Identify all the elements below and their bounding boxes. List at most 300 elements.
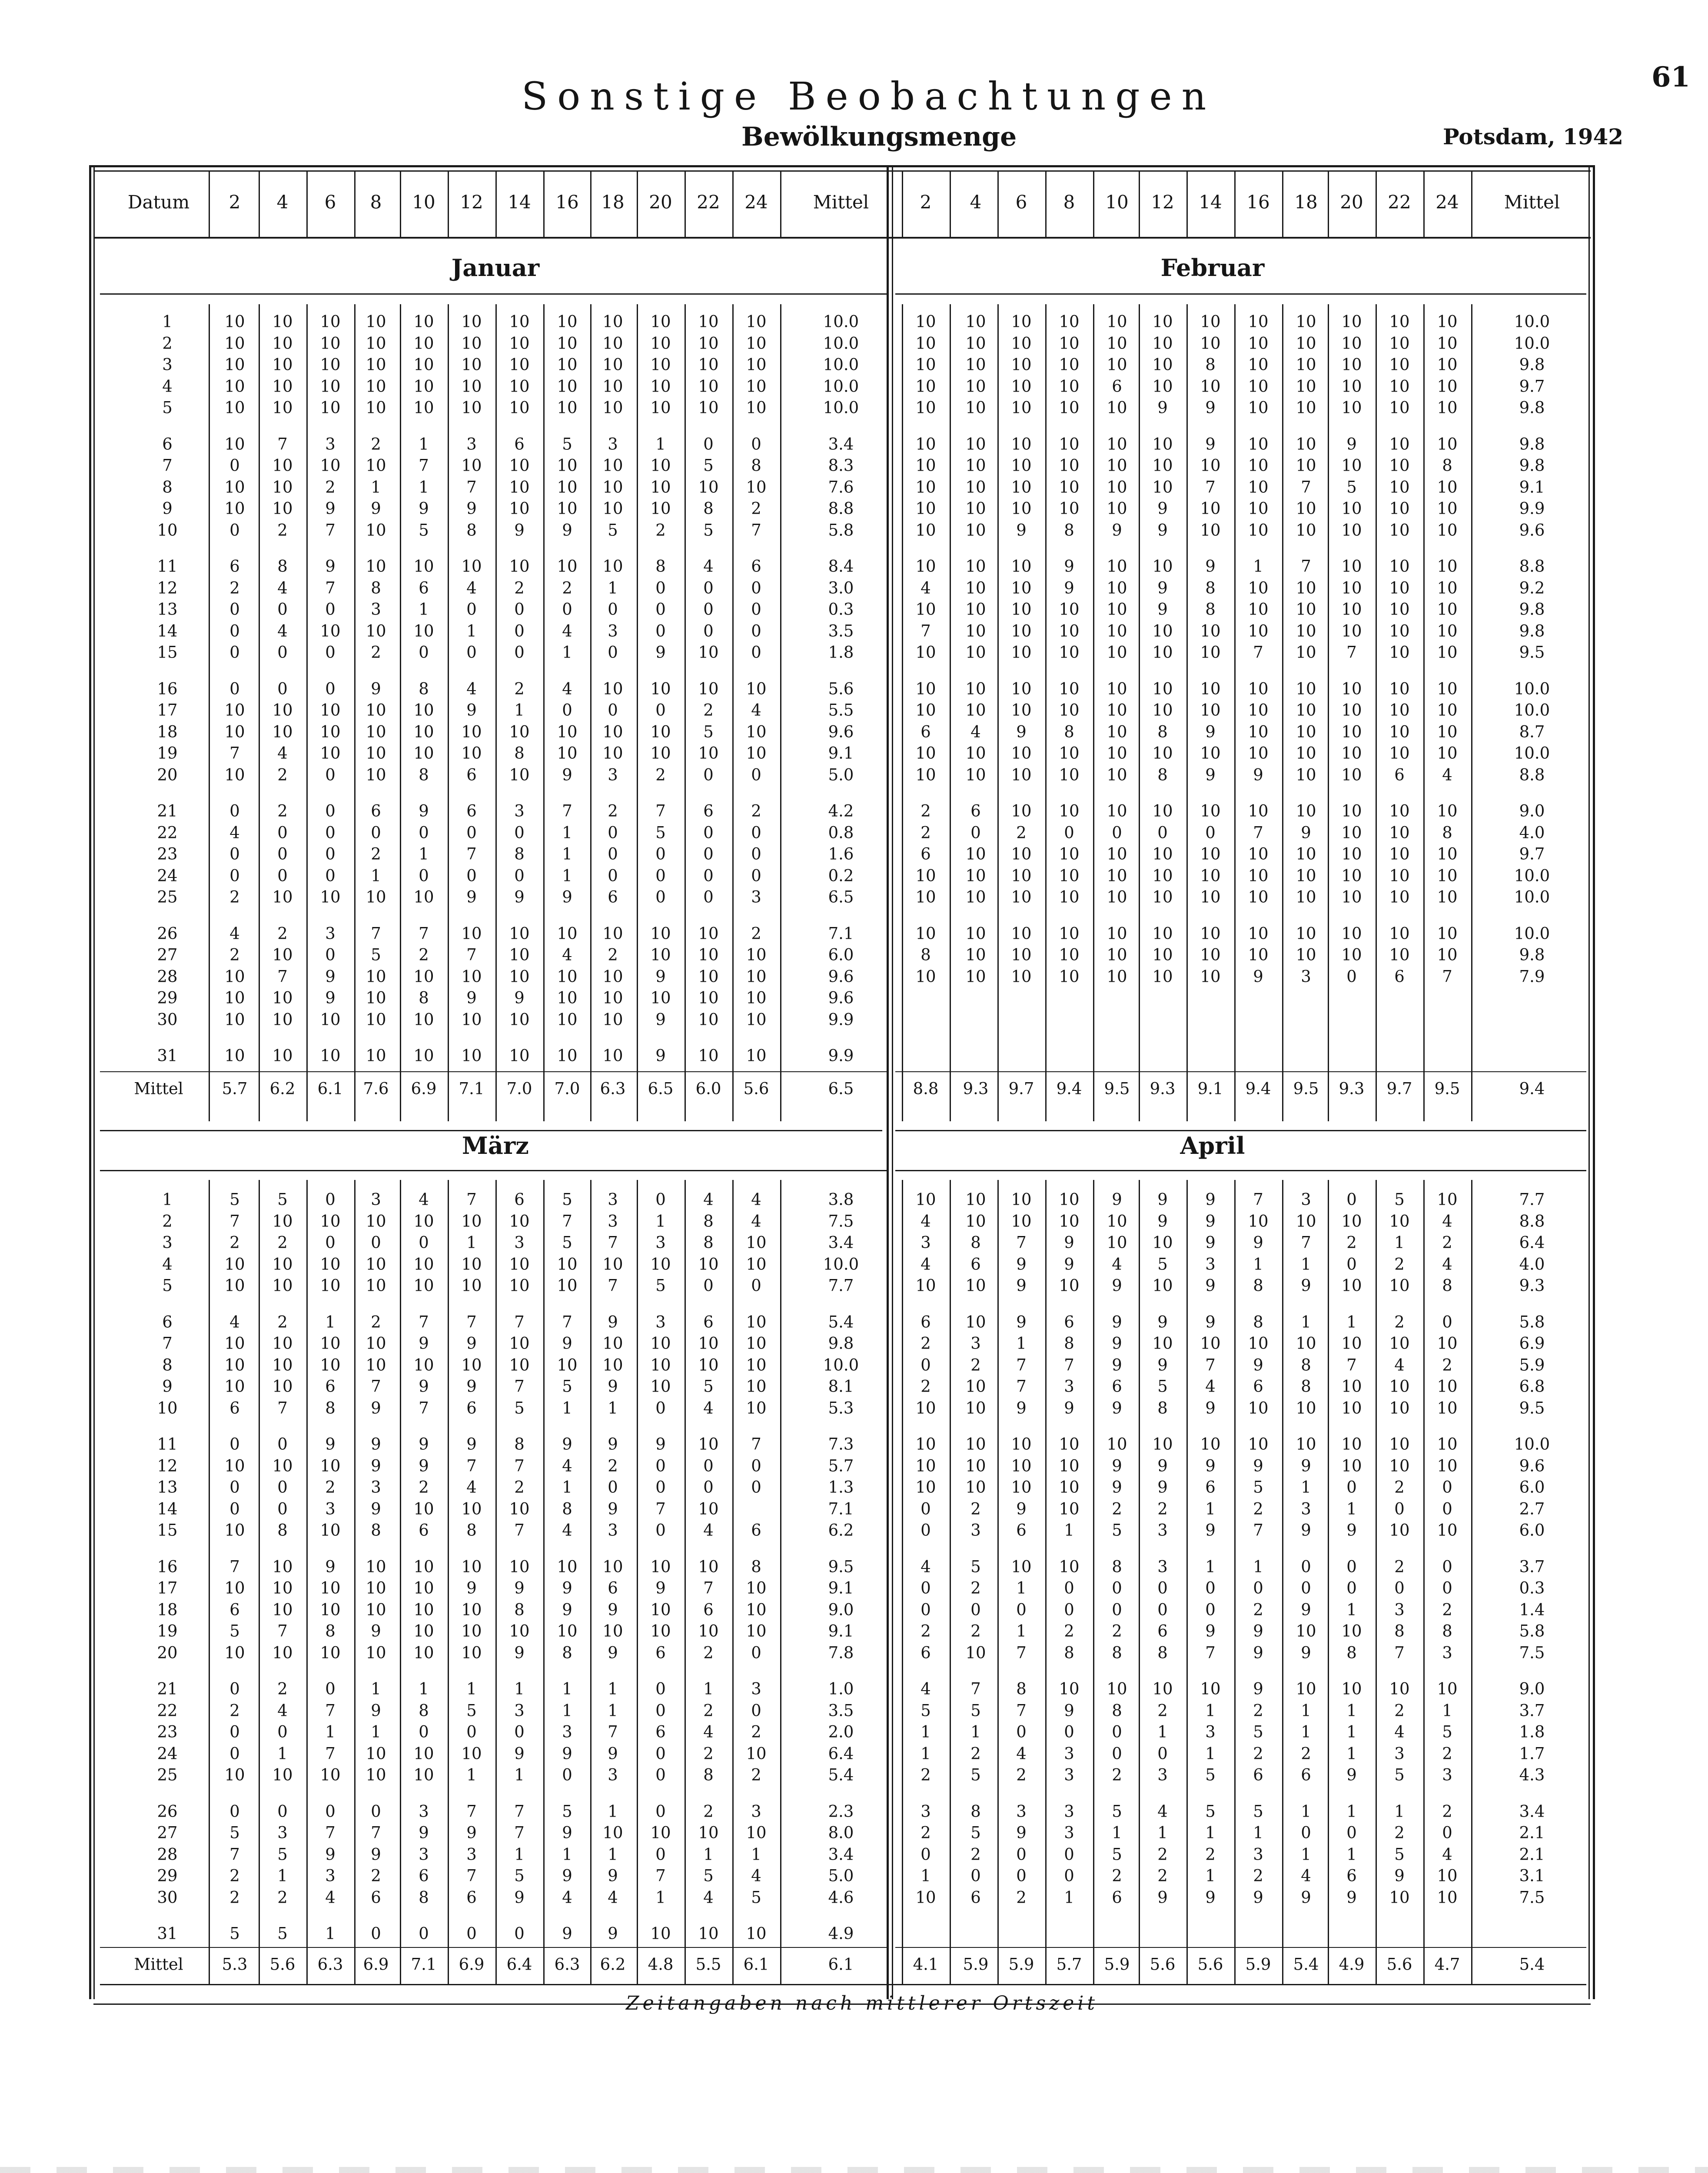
cloud-cover-cell: 10 [413,312,434,331]
cloud-cover-cell: 4 [751,1212,761,1230]
row-day-label: 11 [157,557,178,576]
cloud-cover-cell: 10 [224,701,245,720]
cloud-cover-cell: 10 [320,1578,341,1598]
cloud-cover-cell: 9 [419,1377,429,1396]
cloud-cover-cell: 4 [229,924,240,943]
cloud-cover-cell: 10 [1437,578,1458,597]
cloud-cover-cell: 0 [229,1744,240,1763]
cloud-cover-cell: 5 [514,1399,525,1417]
cloud-cover-cell: 10 [1152,924,1173,943]
cloud-cover-cell: 10 [1200,456,1221,475]
cloud-cover-cell: 10 [1200,866,1221,885]
cloud-cover-cell: 10 [1152,643,1173,662]
hourly-mean-cell: 6.2 [269,1079,296,1098]
cloud-cover-cell: 10 [1107,643,1127,662]
header-column-separator [259,172,260,237]
cloud-cover-cell: 10 [1107,621,1127,640]
cloud-cover-cell: 4 [277,621,288,640]
cloud-cover-cell: 10 [320,1600,341,1619]
row-day-label: 18 [157,722,178,741]
cloud-cover-cell: 10 [1389,679,1410,698]
cloud-cover-cell: 10 [272,1643,293,1662]
cloud-cover-cell: 10 [1341,1334,1362,1353]
cloud-cover-cell: 10 [965,435,986,453]
cloud-cover-cell: 10 [1152,744,1173,763]
cloud-cover-cell: 10 [915,499,936,518]
cloud-cover-cell: 10 [1389,1334,1410,1353]
row-day-label: 27 [157,1823,178,1842]
row-day-label: 10 [157,521,178,539]
cloud-cover-cell: 10 [1011,866,1032,885]
cloud-cover-cell: 10 [1437,499,1458,518]
cloud-cover-cell: 9 [1205,1888,1216,1907]
cloud-cover-cell: 9 [514,1888,525,1907]
header-column-separator [950,172,951,237]
cloud-cover-cell: 9 [514,988,525,1007]
cloud-cover-cell: 10 [1296,355,1316,374]
cloud-cover-cell: 4 [562,945,572,964]
row-day-label: 22 [157,823,178,842]
cloud-cover-cell: 10 [272,945,293,964]
cloud-cover-cell: 10 [1152,377,1173,395]
cloud-cover-cell: 3 [608,621,618,640]
cloud-cover-cell: 0 [325,945,336,964]
daily-mean-cell: 0.2 [828,866,854,885]
cloud-cover-cell: 10 [557,1557,578,1576]
cloud-cover-cell: 9 [1157,1212,1168,1230]
daily-mean-cell: 9.8 [1519,398,1545,417]
cloud-cover-cell: 8 [703,1233,714,1252]
cloud-cover-cell: 6 [1112,1888,1122,1907]
cloud-cover-cell: 1 [1346,1312,1357,1331]
cloud-cover-cell: 10 [320,1456,341,1475]
daily-mean-cell: 1.8 [828,643,854,662]
hourly-mean-cell: 5.3 [222,1955,248,1974]
cloud-cover-cell: 0 [703,435,714,453]
cloud-cover-cell: 2 [655,765,666,784]
cloud-cover-cell: 0 [514,600,525,619]
daily-mean-cell: 5.8 [828,521,854,539]
cloud-cover-cell: 10 [461,1010,482,1029]
cloud-cover-cell: 10 [1389,945,1410,964]
column-separator [1045,304,1047,1121]
cloud-cover-cell: 10 [272,1600,293,1619]
cloud-cover-cell: 4 [1157,1802,1168,1821]
hourly-mean-cell: 6.1 [317,1079,343,1098]
cloud-cover-cell: 0 [229,679,240,698]
cloud-cover-cell: 10 [915,1478,936,1497]
cloud-cover-cell: 7 [277,1621,288,1641]
cloud-cover-cell: 10 [698,398,719,417]
daily-mean-cell: 8.0 [828,1823,854,1842]
cloud-cover-cell: 10 [224,1765,245,1784]
cloud-cover-cell: 10 [1296,1212,1316,1230]
cloud-cover-cell: 10 [1248,1212,1269,1230]
cloud-cover-cell: 3 [1064,1377,1074,1396]
cloud-cover-cell: 10 [509,1334,530,1353]
column-separator [1328,1180,1329,1984]
month-title: März [462,1132,529,1160]
cloud-cover-cell: 10 [272,1765,293,1784]
cloud-cover-cell: 0 [703,1456,714,1475]
cloud-cover-cell: 8 [325,1621,336,1641]
cloud-cover-cell: 10 [1059,801,1080,821]
header-column-separator [354,172,356,237]
scan-edge-strip [0,2167,1708,2173]
cloud-cover-cell: 9 [562,1600,572,1619]
row-day-label: 24 [157,1744,178,1763]
cloud-cover-cell: 10 [461,1276,482,1295]
hourly-mean-cell: 6.3 [554,1955,580,1974]
cloud-cover-cell: 5 [970,1557,981,1576]
hourly-mean-cell: 5.7 [1056,1955,1082,1974]
cloud-cover-cell: 0 [1064,823,1074,842]
cloud-cover-cell: 10 [1248,887,1269,907]
row-day-label: 18 [157,1600,178,1619]
cloud-cover-cell: 10 [461,1744,482,1763]
cloud-cover-cell: 10 [1389,478,1410,496]
cloud-cover-cell: 0 [608,701,618,720]
cloud-cover-cell: 9 [562,1578,572,1598]
cloud-cover-cell: 3 [1157,1765,1168,1784]
cloud-cover-cell: 0 [655,1456,666,1475]
cloud-cover-cell: 10 [461,377,482,395]
cloud-cover-cell: 10 [1341,722,1362,741]
cloud-cover-cell: 1 [1205,1823,1216,1842]
cloud-cover-cell: 10 [320,1255,341,1273]
cloud-cover-cell: 7 [419,924,429,943]
cloud-cover-cell: 10 [272,377,293,395]
page-subtitle: Bewölkungsmenge [741,122,1017,152]
cloud-cover-cell: 9 [514,887,525,907]
cloud-cover-cell: 10 [509,1621,530,1641]
cloud-cover-cell: 10 [366,887,386,907]
cloud-cover-cell: 10 [557,1046,578,1065]
cloud-cover-cell: 10 [1011,557,1032,576]
column-separator [448,304,449,1121]
cloud-cover-cell: 10 [602,744,623,763]
cloud-cover-cell: 0 [325,823,336,842]
cloud-cover-cell: 1 [514,1679,525,1698]
cloud-cover-cell: 6 [466,765,477,784]
cloud-cover-cell: 10 [557,967,578,986]
daily-mean-cell: 3.5 [828,1701,854,1720]
cloud-cover-cell: 10 [272,1578,293,1598]
cloud-cover-cell: 10 [1248,722,1269,741]
cloud-cover-cell: 10 [746,1578,767,1598]
cloud-cover-cell: 10 [1059,744,1080,763]
cloud-cover-cell: 0 [229,456,240,475]
cloud-cover-cell: 7 [608,1233,618,1252]
column-separator [1471,304,1472,1121]
cloud-cover-cell: 10 [1248,435,1269,453]
cloud-cover-cell: 10 [1389,1377,1410,1396]
cloud-cover-cell: 10 [746,1334,767,1353]
cloud-cover-cell: 10 [366,1356,386,1374]
cloud-cover-cell: 10 [1437,679,1458,698]
cloud-cover-cell: 2 [325,478,336,496]
row-day-label: 23 [157,844,178,864]
cloud-cover-cell: 10 [1011,456,1032,475]
cloud-cover-cell: 6 [1301,1765,1311,1784]
cloud-cover-cell: 2 [1442,1356,1452,1374]
cloud-cover-cell: 10 [413,398,434,417]
cloud-cover-cell: 9 [1064,1399,1074,1417]
cloud-cover-cell: 10 [320,312,341,331]
hourly-mean-cell: 9.3 [1150,1079,1176,1098]
cloud-cover-cell: 10 [366,1276,386,1295]
cloud-cover-cell: 0 [514,1722,525,1741]
cloud-cover-cell: 10 [1107,967,1127,986]
cloud-cover-cell: 5 [970,1765,981,1784]
cloud-cover-cell: 2 [920,801,931,821]
cloud-cover-cell: 10 [1437,377,1458,395]
cloud-cover-cell: 5 [1112,1521,1122,1540]
daily-mean-cell: 10.0 [823,1356,859,1374]
cloud-cover-cell: 2 [371,1866,381,1885]
cloud-cover-cell: 10 [1389,435,1410,453]
cloud-cover-cell: 10 [509,924,530,943]
cloud-cover-cell: 2 [1253,1701,1263,1720]
cloud-cover-cell: 10 [1341,334,1362,352]
cloud-cover-cell: 7 [514,1456,525,1475]
cloud-cover-cell: 10 [1437,521,1458,539]
cloud-cover-cell: 10 [1296,334,1316,352]
cloud-cover-cell: 10 [413,744,434,763]
cloud-cover-cell: 2 [703,701,714,720]
column-header-hour: 24 [1436,191,1459,213]
cloud-cover-cell: 0 [608,823,618,842]
cloud-cover-cell: 2 [277,521,288,539]
cloud-cover-cell: 10 [272,1377,293,1396]
daily-mean-cell: 2.3 [828,1802,854,1821]
cloud-cover-cell: 10 [1059,945,1080,964]
cloud-cover-cell: 1 [1205,1744,1216,1763]
cloud-cover-cell: 10 [602,1557,623,1576]
cloud-cover-cell: 10 [698,1435,719,1454]
cloud-cover-cell: 0 [1016,1845,1027,1864]
cloud-cover-cell: 4 [703,1521,714,1540]
column-separator [306,1180,308,1984]
cloud-cover-cell: 1 [371,1722,381,1741]
cloud-cover-cell: 10 [1011,334,1032,352]
cloud-cover-cell: 0 [229,600,240,619]
cloud-cover-cell: 10 [320,398,341,417]
cloud-cover-cell: 10 [698,945,719,964]
cloud-cover-cell: 9 [466,887,477,907]
cloud-cover-cell: 0 [655,1521,666,1540]
cloud-cover-cell: 10 [1389,1521,1410,1540]
daily-mean-cell: 2.7 [1519,1499,1545,1518]
cloud-cover-cell: 3 [655,1233,666,1252]
cloud-cover-cell: 10 [272,499,293,518]
cloud-cover-cell: 10 [1296,621,1316,640]
cloud-cover-cell: 4 [1442,1255,1452,1273]
daily-mean-cell: 9.8 [1519,355,1545,374]
cloud-cover-cell: 3 [514,1701,525,1720]
cloud-cover-cell: 3 [1064,1744,1074,1763]
cloud-cover-cell: 10 [509,1212,530,1230]
cloud-cover-cell: 5 [1112,1845,1122,1864]
cloud-cover-cell: 3 [419,1802,429,1821]
cloud-cover-cell: 10 [746,1823,767,1842]
cloud-cover-cell: 10 [650,499,671,518]
cloud-cover-cell: 2 [419,945,429,964]
cloud-cover-cell: 10 [1341,744,1362,763]
row-day-label: 16 [157,679,178,698]
cloud-cover-cell: 10 [272,334,293,352]
cloud-cover-cell: 0 [1346,1557,1357,1576]
cloud-cover-cell: 8 [1064,521,1074,539]
cloud-cover-cell: 10 [1059,334,1080,352]
column-header-hour: 2 [920,191,932,213]
cloud-cover-cell: 8 [419,765,429,784]
cloud-cover-cell: 9 [325,988,336,1007]
cloud-cover-cell: 0 [419,1924,429,1943]
cloud-cover-cell: 3 [1205,1722,1216,1741]
cloud-cover-cell: 7 [325,521,336,539]
cloud-cover-cell: 10 [1011,1190,1032,1209]
cloud-cover-cell: 0 [608,1478,618,1497]
cloud-cover-cell: 9 [1346,435,1357,453]
cloud-cover-cell: 0 [655,1744,666,1763]
cloud-cover-cell: 8 [1016,1679,1027,1698]
hourly-mean-cell: 9.5 [1434,1079,1460,1098]
cloud-cover-cell: 10 [602,679,623,698]
cloud-cover-cell: 1 [371,478,381,496]
cloud-cover-cell: 7 [655,1499,666,1518]
cloud-cover-cell: 10 [602,499,623,518]
cloud-cover-cell: 10 [557,377,578,395]
cloud-cover-cell: 10 [224,377,245,395]
cloud-cover-cell: 2 [920,823,931,842]
cloud-cover-cell: 10 [1341,679,1362,698]
cloud-cover-cell: 0 [1442,1823,1452,1842]
cloud-cover-cell: 10 [366,621,386,640]
cloud-cover-cell: 3 [751,887,761,907]
cloud-cover-cell: 10 [1059,1499,1080,1518]
cloud-cover-cell: 1 [1205,1701,1216,1720]
cloud-cover-cell: 10 [1152,478,1173,496]
cloud-cover-cell: 3 [655,1312,666,1331]
cloud-cover-cell: 10 [509,557,530,576]
cloud-cover-cell: 5 [655,1276,666,1295]
cloud-cover-cell: 10 [602,355,623,374]
header-column-separator [1282,172,1283,237]
cloud-cover-cell: 2 [703,1744,714,1763]
cloud-cover-cell: 10 [1200,744,1221,763]
cloud-cover-cell: 10 [413,377,434,395]
cloud-cover-cell: 10 [509,722,530,741]
cloud-cover-cell: 9 [562,765,572,784]
cloud-cover-cell: 3 [514,801,525,821]
column-header-hour: 20 [649,191,672,213]
daily-mean-cell: 10.0 [1514,679,1550,698]
daily-mean-cell: 10.0 [1514,866,1550,885]
cloud-cover-cell: 10 [413,701,434,720]
cloud-cover-cell: 0 [703,578,714,597]
cloud-cover-cell: 7 [1016,1701,1027,1720]
cloud-cover-cell: 10 [1296,377,1316,395]
cloud-cover-cell: 10 [1200,643,1221,662]
row-day-label: 8 [162,478,173,496]
cloud-cover-cell: 10 [320,1643,341,1662]
cloud-cover-cell: 10 [320,334,341,352]
cloud-cover-cell: 2 [229,1866,240,1885]
cloud-cover-cell: 8 [1064,1334,1074,1353]
daily-mean-cell: 5.5 [828,701,854,720]
cloud-cover-cell: 10 [1107,398,1127,417]
cloud-cover-cell: 10 [1011,801,1032,821]
table-frame-right-inner [1588,165,1590,1999]
daily-mean-cell: 4.3 [1519,1765,1545,1784]
cloud-cover-cell: 10 [1437,1888,1458,1907]
cloud-cover-cell: 10 [1011,312,1032,331]
row-day-label: 9 [162,1377,173,1396]
cloud-cover-cell: 0 [325,1190,336,1209]
cloud-cover-cell: 2 [1157,1701,1168,1720]
cloud-cover-cell: 10 [1341,924,1362,943]
cloud-cover-cell: 10 [965,967,986,986]
cloud-cover-cell: 7 [920,621,931,640]
cloud-cover-cell: 10 [413,557,434,576]
cloud-cover-cell: 9 [1253,1679,1263,1698]
cloud-cover-cell: 7 [514,1521,525,1540]
cloud-cover-cell: 2 [970,1744,981,1763]
hourly-mean-cell: 5.4 [1293,1955,1319,1974]
cloud-cover-cell: 10 [1059,967,1080,986]
cloud-cover-cell: 7 [514,1802,525,1821]
daily-mean-cell: 7.5 [828,1212,854,1230]
cloud-cover-cell: 0 [1064,1600,1074,1619]
cloud-cover-cell: 10 [1011,945,1032,964]
daily-mean-cell: 9.5 [1519,1399,1545,1417]
row-day-label: 8 [162,1356,173,1374]
cloud-cover-cell: 4 [419,1190,429,1209]
row-day-label: 25 [157,887,178,907]
cloud-cover-cell: 10 [1059,312,1080,331]
cloud-cover-cell: 10 [1296,578,1316,597]
cloud-cover-cell: 10 [602,1046,623,1065]
cloud-cover-cell: 2 [1253,1866,1263,1885]
cloud-cover-cell: 10 [1200,521,1221,539]
cloud-cover-cell: 9 [466,1435,477,1454]
cloud-cover-cell: 0 [608,844,618,864]
cloud-cover-cell: 10 [1437,722,1458,741]
cloud-cover-cell: 7 [655,801,666,821]
cloud-cover-cell: 1 [703,1679,714,1698]
cloud-cover-cell: 0 [325,1679,336,1698]
cloud-cover-cell: 2 [920,1765,931,1784]
cloud-cover-cell: 10 [557,355,578,374]
cloud-cover-cell: 2 [229,945,240,964]
cloud-cover-cell: 10 [915,967,936,986]
cloud-cover-cell: 10 [509,377,530,395]
mean-row-rule-right [895,1947,1586,1948]
daily-mean-cell: 7.7 [828,1276,854,1295]
cloud-cover-cell: 10 [1389,701,1410,720]
cloud-cover-cell: 10 [1152,435,1173,453]
cloud-cover-cell: 8 [1157,1399,1168,1417]
cloud-cover-cell: 10 [320,1046,341,1065]
cloud-cover-cell: 8 [1394,1621,1405,1641]
cloud-cover-cell: 10 [1011,744,1032,763]
daily-mean-cell: 9.6 [828,967,854,986]
cloud-cover-cell: 4 [920,1557,931,1576]
cloud-cover-cell: 3 [751,1679,761,1698]
cloud-cover-cell: 10 [1200,621,1221,640]
cloud-cover-cell: 9 [1253,765,1263,784]
